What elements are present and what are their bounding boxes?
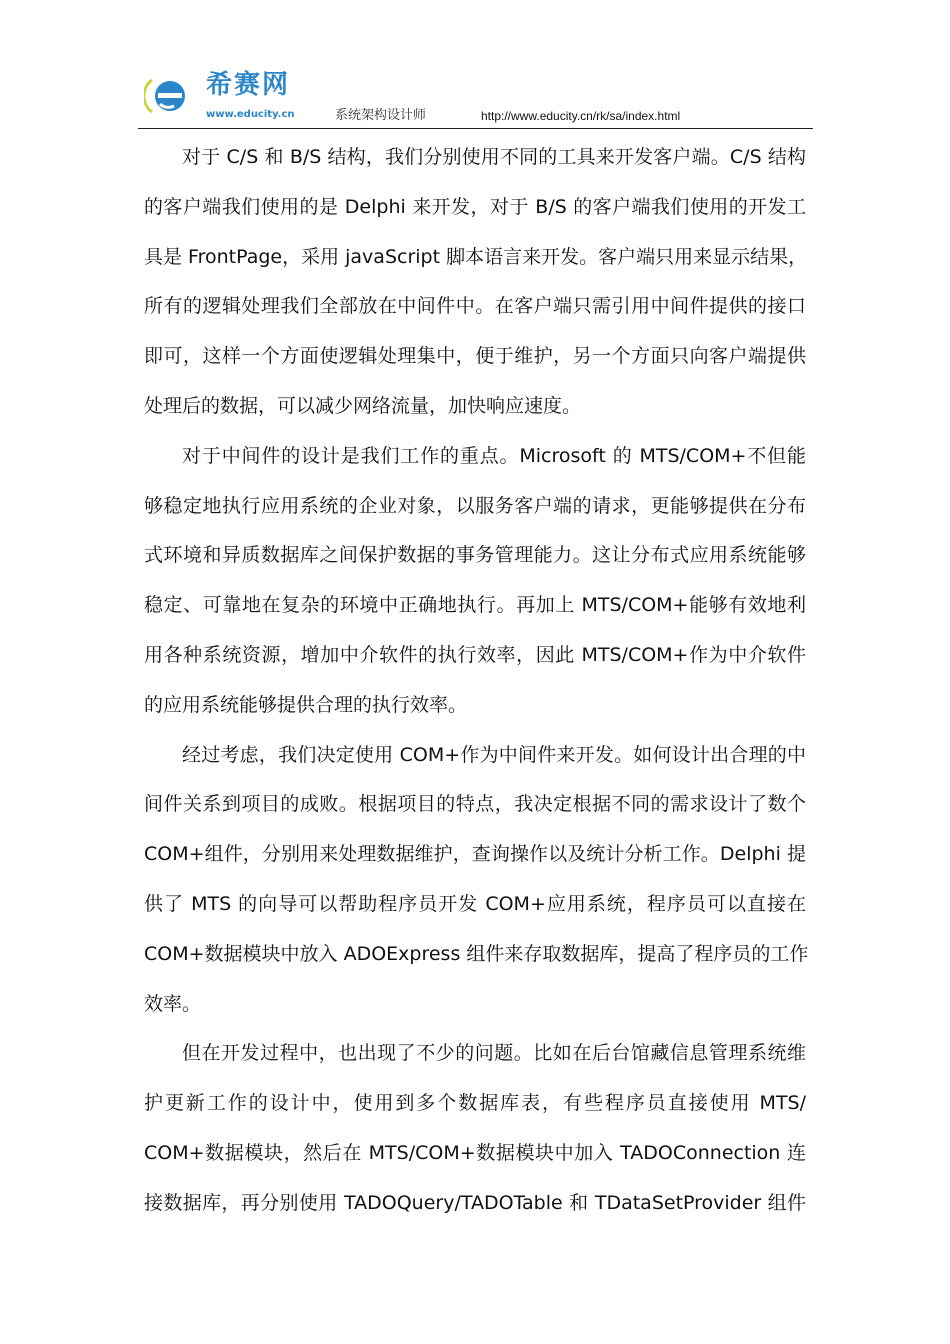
paragraph: [144, 441, 806, 740]
paragraph-line: COM+数据模块，然后在 MTS/COM+数据模块中加入 TADOConnection 连: [144, 1141, 806, 1164]
header-url[interactable]: http://www.educity.cn/rk/sa/index.html: [481, 109, 681, 123]
paragraph-line: 处理后的数据，可以减少网络流量，加快响应速度。: [144, 394, 582, 417]
paragraph-line: 的应用系统能够提供合理的执行效率。: [144, 693, 468, 716]
logo-text: 希赛网: [206, 70, 291, 100]
paragraph-line: 的客户端我们使用的是 Delphi 来开发，对于 B/S 的客户端我们使用的开发工: [144, 195, 806, 218]
paragraph-line: 对于 C/S 和 B/S 结构，我们分别使用不同的工具来开发客户端。C/S 结构: [182, 146, 806, 168]
paragraph-line: COM+数据模块中放入 ADOExpress 组件来存取数据库，提高了程序员的工作: [144, 942, 809, 965]
paragraph-line: 即可，这样一个方面使逻辑处理集中，便于维护，另一个方面只向客户端提供: [144, 345, 806, 368]
document-body: [144, 142, 809, 1238]
paragraph-line: 够稳定地执行应用系统的企业对象，以服务客户端的请求，更能够提供在分布: [144, 494, 806, 517]
paragraph-line: 效率。: [144, 992, 202, 1015]
paragraph-line: 用各种系统资源，增加中介软件的执行效率，因此 MTS/COM+作为中介软件: [144, 643, 806, 666]
paragraph: [144, 740, 809, 1039]
paragraph-line: 但在开发过程中，也出现了不少的问题。比如在后台馆藏信息管理系统维: [182, 1042, 806, 1065]
paragraph-line: 经过考虑，我们决定使用 COM+作为中间件来开发。如何设计出合理的中: [182, 743, 806, 766]
paragraph-line: COM+组件，分别用来处理数据维护，查询操作以及统计分析工作。Delphi 提: [144, 843, 806, 866]
paragraph-line: 护更新工作的设计中，使用到多个数据库表，有些程序员直接使用 MTS/: [144, 1092, 806, 1115]
paragraph-line: 接数据库，再分别使用 TADOQuery/TADOTable 和 TDataSetProvider 组件: [144, 1191, 806, 1214]
paragraph-line: 所有的逻辑处理我们全部放在中间件中。在客户端只需引用中间件提供的接口: [144, 295, 806, 318]
paragraph-line: 对于中间件的设计是我们工作的重点。Microsoft 的 MTS/COM+不但能: [182, 444, 806, 467]
paragraph-line: 稳定、可靠地在复杂的环境中正确地执行。再加上 MTS/COM+能够有效地利: [144, 594, 806, 617]
paragraph-line: 具是 FrontPage，采用 javaScript 脚本语言来开发。客户端只用来显示结果，: [144, 245, 808, 268]
paragraph-line: 式环境和异质数据库之间保护数据的事务管理能力。这让分布式应用系统能够: [144, 544, 806, 567]
educity-logo: [144, 70, 314, 126]
page-header: [138, 66, 813, 129]
paragraph: [144, 1038, 806, 1237]
paragraph: [144, 142, 806, 441]
logo-url: www.educity.cn: [206, 109, 295, 120]
paragraph-line: 间件关系到项目的成败。根据项目的特点，我决定根据不同的需求设计了数个: [144, 793, 806, 816]
educity-logo-icon: [144, 76, 188, 116]
paragraph-line: 供了 MTS 的向导可以帮助程序员开发 COM+应用系统，程序员可以直接在: [144, 892, 806, 915]
header-title: 系统架构设计师: [335, 108, 427, 123]
